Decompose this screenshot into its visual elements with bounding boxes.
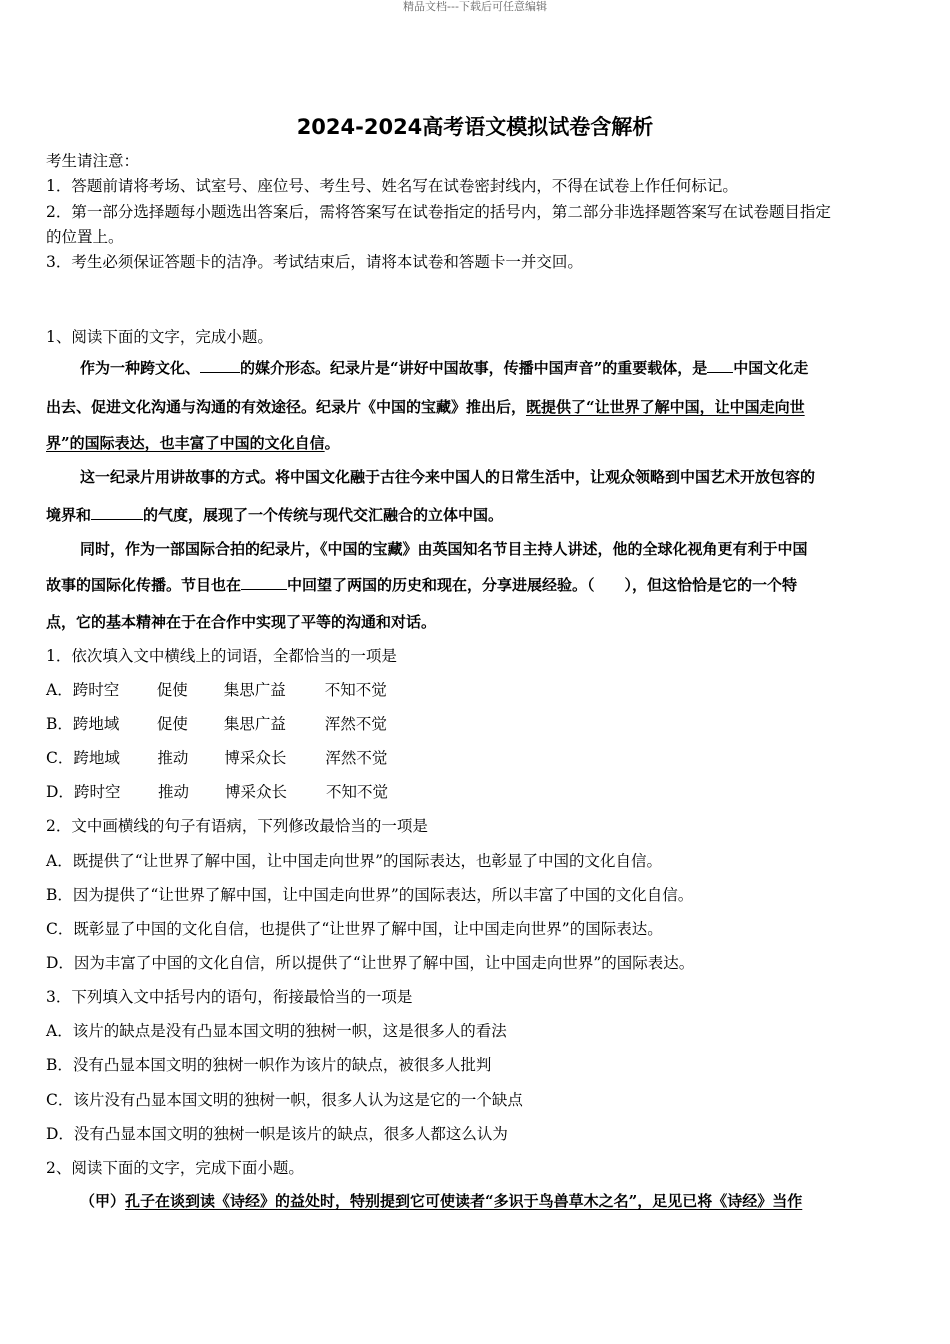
option-word: 推动 xyxy=(157,749,189,767)
question-3-option-b[interactable]: B．没有凸显本国文明的独树一帜作为该片的缺点，被很多人批判 xyxy=(46,1056,492,1074)
passage-text: 境界和 xyxy=(46,506,92,524)
underlined-sentence: 界”的国际表达，也丰富了中国的文化自信 xyxy=(46,434,325,452)
passage-1-paragraph-2-line-1: 这一纪录片用讲故事的方式。将中国文化融于古往今来中国人的日常生活中，让观众领略到中国艺术开放包容的 xyxy=(80,468,816,486)
underlined-sentence: 既提供了“让世界了解中国，让中国走向世 xyxy=(526,398,805,416)
document-title: 2024-2024高考语文模拟试卷含解析 xyxy=(296,115,654,139)
question-1-option-b[interactable] xyxy=(46,713,387,735)
passage-1-paragraph-1-line-2 xyxy=(46,396,805,418)
passage-1-paragraph-3-line-1: 同时，作为一部国际合拍的纪录片，《中国的宝藏》由英国知名节目主持人讲述，他的全球化视角更有利于中国 xyxy=(80,540,808,558)
question-3-option-d[interactable]: D．没有凸显本国文明的独树一帜是该片的缺点，很多人都这么认为 xyxy=(46,1125,508,1143)
fill-blank-4 xyxy=(241,574,287,590)
option-word: 跨地域 xyxy=(73,749,120,767)
notice-item-2-line-1: 2．第一部分选择题每小题选出答案后，需将答案写在试卷指定的括号内，第二部分非选择题答案写在试卷题目指定 xyxy=(46,203,831,221)
passage-2-paragraph-1-line-1 xyxy=(80,1190,802,1212)
passage-1-paragraph-2-line-2 xyxy=(46,504,503,526)
option-word: 跨时空 xyxy=(73,783,121,801)
question-2-option-b[interactable]: B．因为提供了“让世界了解中国，让中国走向世界”的国际表达，所以丰富了中国的文化自信。 xyxy=(46,886,694,904)
passage-text: 中国文化走 xyxy=(733,359,809,377)
passage-1-paragraph-3-line-3: 点，它的基本精神在于在合作中实现了平等的沟通和对话。 xyxy=(46,613,437,631)
option-label: D． xyxy=(46,783,74,801)
option-word: 跨地域 xyxy=(72,715,120,733)
passage-1-paragraph-1-line-1 xyxy=(80,357,900,379)
question-1-option-c[interactable] xyxy=(46,747,387,769)
section-2-heading: 2、阅读下面的文字，完成下面小题。 xyxy=(46,1159,304,1177)
passage-label: （甲） xyxy=(80,1192,126,1210)
question-3-option-a[interactable]: A．该片的缺点是没有凸显本国文明的独树一帜，这是很多人的看法 xyxy=(46,1022,507,1040)
question-2-option-a[interactable]: A．既提供了“让世界了解中国，让中国走向世界”的国际表达，也彰显了中国的文化自信。 xyxy=(46,852,663,870)
question-2-option-d[interactable]: D．因为丰富了中国的文化自信，所以提供了“让世界了解中国，让中国走向世界”的国际表达。 xyxy=(46,954,695,972)
question-1-stem: 1．依次填入文中横线上的词语，全都恰当的一项是 xyxy=(46,647,397,665)
fill-blank-2 xyxy=(707,357,733,373)
option-label: C． xyxy=(46,749,74,767)
passage-text: 故事的国际化传播。节目也在 xyxy=(46,576,242,594)
fill-blank-3 xyxy=(91,504,143,520)
option-word: 博采众长 xyxy=(224,783,287,801)
notice-item-1: 1．答题前请将考场、试室号、座位号、考生号、姓名写在试卷密封线内，不得在试卷上作任何标记。 xyxy=(46,177,738,195)
question-1-option-a[interactable] xyxy=(46,679,387,701)
option-word: 集思广益 xyxy=(223,715,286,733)
question-1-option-d[interactable] xyxy=(46,781,388,803)
notice-heading: 考生请注意： xyxy=(46,152,140,170)
option-word: 不知不觉 xyxy=(325,783,388,801)
passage-text: 中回望了两国的历史和现在，分享进展经验。（ ），但这恰恰是它的一个特 xyxy=(287,576,798,594)
section-1-heading: 1、阅读下面的文字，完成小题。 xyxy=(46,328,273,346)
question-3-option-c[interactable]: C．该片没有凸显本国文明的独树一帜，很多人认为这是它的一个缺点 xyxy=(46,1091,523,1109)
fill-blank-1 xyxy=(200,357,240,373)
option-label: B． xyxy=(46,715,73,733)
option-label: A． xyxy=(46,681,73,699)
passage-1-paragraph-3-line-2 xyxy=(46,574,797,596)
option-word: 推动 xyxy=(157,783,189,801)
passage-text: 的媒介形态。纪录片是“讲好中国故事，传播中国声音”的重要载体，是 xyxy=(240,359,708,377)
passage-1-paragraph-1-line-3 xyxy=(46,432,340,454)
passage-text: 的气度，展现了一个传统与现代交汇融合的立体中国。 xyxy=(143,506,504,524)
notice-item-3: 3．考生必须保证答题卡的洁净。考试结束后，请将本试卷和答题卡一并交回。 xyxy=(46,253,583,271)
notice-item-2-line-2: 的位置上。 xyxy=(46,228,124,246)
option-word: 促使 xyxy=(156,715,188,733)
question-2-option-c[interactable]: C．既彰显了中国的文化自信，也提供了“让世界了解中国，让中国走向世界”的国际表达。 xyxy=(46,920,663,938)
option-word: 集思广益 xyxy=(223,681,286,699)
option-word: 促使 xyxy=(156,681,188,699)
header-watermark: 精品文档---下载后可任意编辑 xyxy=(403,0,547,13)
option-word: 浑然不觉 xyxy=(324,715,387,733)
passage-text: 。 xyxy=(324,434,340,452)
option-word: 浑然不觉 xyxy=(325,749,388,767)
underlined-sentence: 孔子在谈到读《诗经》的益处时，特别提到它可使读者“多识于鸟兽草木之名”，足见已将《诗经》当作 xyxy=(125,1192,803,1210)
option-word: 博采众长 xyxy=(224,749,287,767)
option-word: 跨时空 xyxy=(72,681,120,699)
passage-text: 作为一种跨文化、 xyxy=(80,359,201,377)
question-2-stem: 2．文中画横线的句子有语病，下列修改最恰当的一项是 xyxy=(46,817,428,835)
question-3-stem: 3．下列填入文中括号内的语句，衔接最恰当的一项是 xyxy=(46,988,413,1006)
passage-text: 出去、促进文化沟通与沟通的有效途径。纪录片《中国的宝藏》推出后， xyxy=(46,398,527,416)
option-word: 不知不觉 xyxy=(324,681,387,699)
